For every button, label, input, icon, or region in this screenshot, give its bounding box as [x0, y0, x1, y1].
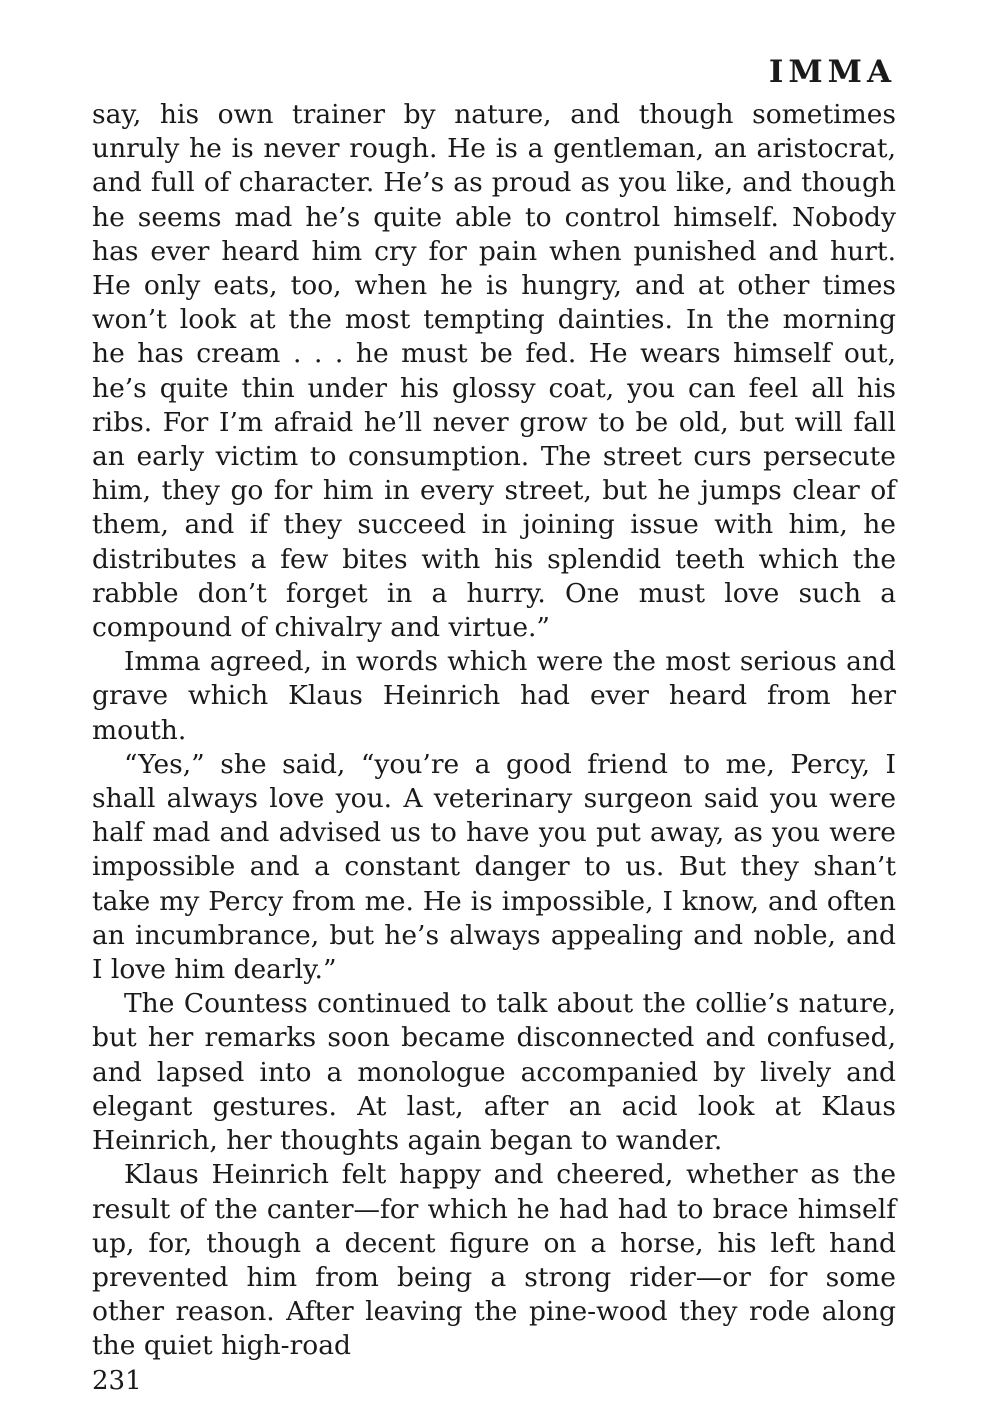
paragraph-continuation: say, his own trainer by nature, and though sometimes unruly he is never rough. He is a gentleman, an aristocrat, and full of character. He’s as proud as you like, and though he seems mad he’s quite able to control himself. Nobody has ever heard him cry for pain when punished and hurt. He only eats, too, when he is hungry, and at other times won’t look at the most tempting dainties. In the morning he has cream . . . he must be fed. He wears himself out, he’s quite thin under his glossy coat, you can feel all his ribs. For I’m afraid he’ll never grow to be old, but will fall an early victim to consumption. The street curs persecute him, they go for him in every street, but he jumps clear of them, and if they succeed in joining issue with him, he distributes a few bites with his splendid teeth which the rabble don’t forget in a hurry. One must love such a compound of chivalry and virtue.”	[92, 99, 896, 644]
paragraph: The Countess continued to talk about the collie’s nature, but her remarks soon became disconnected and confused, and lapsed into a monologue accompanied by lively and elegant gestures. At last, after an acid look at Klaus Heinrich, her thoughts again began to wander.	[92, 988, 896, 1157]
paragraph: “Yes,” she said, “you’re a good friend to me, Percy, I shall always love you. A veterinary surgeon said you were half mad and advised us to have you put away, as you were impossible and a constant danger to us. But they shan’t take my Percy from me. He is impossible, I know, and often an incumbrance, but he’s always appealing and noble, and I love him dearly.”	[92, 748, 896, 986]
page-number: 231	[92, 1365, 142, 1396]
paragraph: Imma agreed, in words which were the most serious and grave which Klaus Heinrich had ever heard from her mouth.	[92, 646, 896, 746]
page-body	[92, 98, 896, 1364]
paragraph: Klaus Heinrich felt happy and cheered, whether as the result of the canter—for which he had had to brace himself up, for, though a decent figure on a horse, his left hand prevented him from being a strong rider—or for some other reason. After leaving the pine-wood they rode along the quiet high-road	[92, 1159, 896, 1362]
book-page	[92, 46, 896, 1396]
running-title: IMMA	[768, 54, 896, 90]
